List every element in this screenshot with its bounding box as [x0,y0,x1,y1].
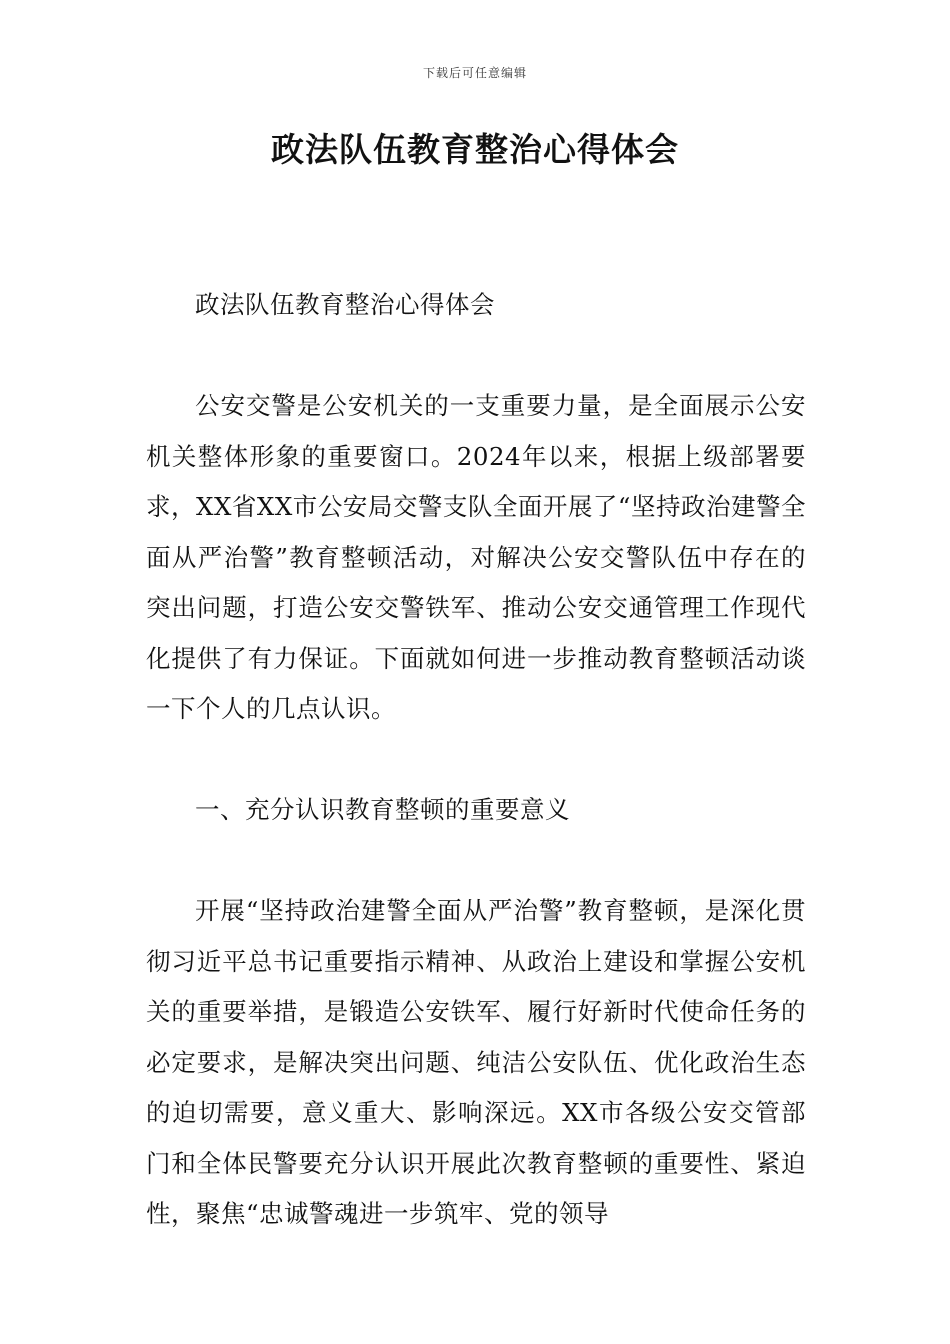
paragraph-spacer [146,331,806,382]
paragraph-spacer [146,735,806,786]
paragraph-spacer [146,836,806,887]
intro-paragraph: 公安交警是公安机关的一支重要力量，是全面展示公安机关整体形象的重要窗口。2024年以来，根据上级部署要求，XX省XX市公安局交警支队全面开展了“坚持政治建警全面从严治警”教育整顿活动，对解决公安交警队伍中存在的突出问题，打造公安交警铁军、推动公安交通管理工作现代化提供了有力保证。下面就如何进一步推动教育整顿活动谈一下个人的几点认识。 [146,391,806,723]
section-heading: 一、充分认识教育整顿的重要意义 [195,795,570,824]
header-note: 下载后可任意编辑 [422,66,527,80]
document-body [146,280,806,1240]
document-title: 政法队伍教育整治心得体会 [271,130,679,169]
subtitle-paragraph: 政法队伍教育整治心得体会 [195,290,495,319]
body-paragraph: 开展“坚持政治建警全面从严治警”教育整顿，是深化贯彻习近平总书记重要指示精神、从政治上建设和掌握公安机关的重要举措，是锻造公安铁军、履行好新时代使命任务的必定要求，是解决突出问题、纯洁公安队伍、优化政治生态的迫切需要，意义重大、影响深远。XX市各级公安交管部门和全体民警要充分认识开展此次教育整顿的重要性、紧迫性，聚焦“忠诚警魂进一步筑牢、党的领导 [146,896,806,1228]
